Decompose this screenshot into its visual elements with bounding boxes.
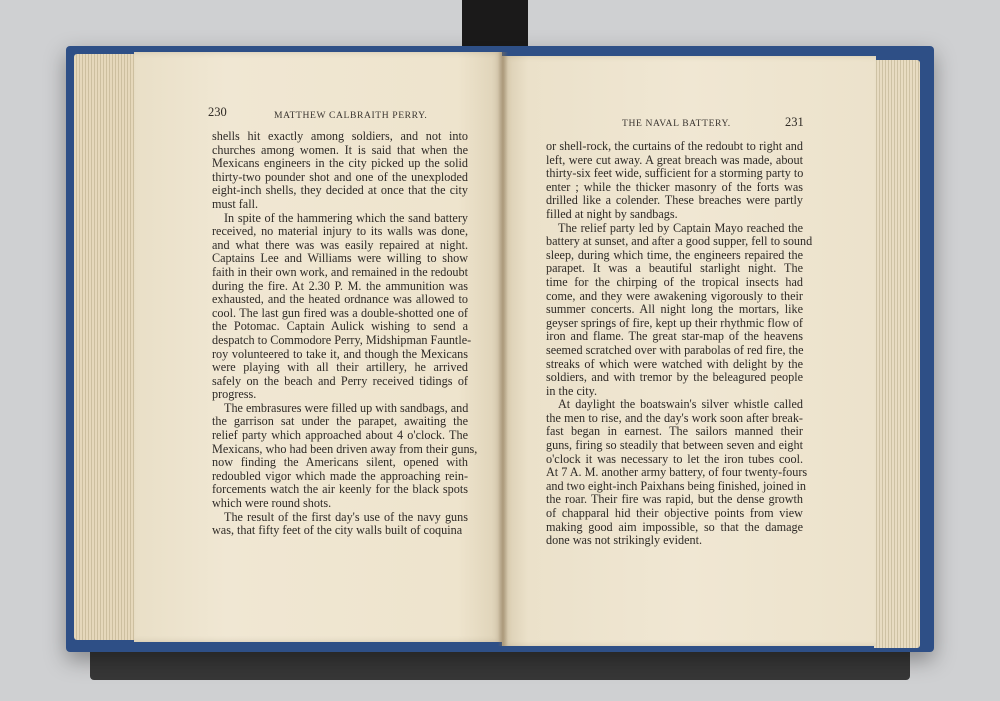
text-line: of chapparal hid their objective points from view [546,506,803,521]
text-line: Mexicans engineers in the city picked up the solid [212,156,468,171]
paragraph [212,400,478,511]
text-line: the roar. Their fire was rapid, but the dense growth [546,492,803,507]
text-line: enter ; while the thicker masonry of the forts was [546,179,803,194]
book-gutter [498,52,508,646]
text-line: must fall. [212,196,259,211]
text-line: forcements watch the air keenly for the black spots [212,482,468,497]
text-line: parapet. It was a beautiful starlight night. The [546,261,803,276]
text-line: now finding the Americans silent, opened with [212,455,468,470]
paragraph [546,220,813,399]
text-line: fast began in earnest. The sailors manned their [546,424,803,439]
text-line: geyser springs of fire, kept up their rhythmic flow of [546,315,803,330]
text-line: faith in their own work, and remained in the redoubt [212,264,468,279]
text-line: eight-inch shells, they decided at once that the city [212,183,468,198]
text-line: The result of the first day's use of the navy guns [224,509,468,524]
text-line: sleep, during which time, the engineers repaired the [546,247,803,262]
running-head-text: MATTHEW CALBRAITH PERRY. [274,110,428,121]
text-line: in the city. [546,383,597,398]
text-line: left, were cut away. A great breach was made, about [546,152,803,167]
text-line: and two eight-inch Paixhans being finished, joined in [546,478,806,493]
text-line: soldiers, and with tremor by the beleagured people [546,370,803,385]
text-line: redoubled vigor which made the approaching rein- [212,468,468,483]
paragraph [212,511,468,538]
body-text [546,139,813,548]
text-line: drilled like a colender. These breaches were partly [546,193,803,208]
text-line: the men to rise, and the day's work soon after break- [546,410,803,425]
page-number: 231 [785,115,804,129]
text-line: relief party which approached about 4 o'clock. The [212,428,468,443]
text-line: summer concerts. All night long the mortars, like [546,302,803,317]
text-line: Captains Lee and Williams were willing to show [212,251,468,266]
text-line: the Potomac. Captain Aulick wishing to send a [212,319,468,334]
text-line: guns, firing so steadily that between seven and eight [546,438,803,453]
text-line: Mexicans, who had been driven away from their guns, [212,441,478,456]
text-line: churches among women. It is said that when the [212,142,468,157]
text-line: and what there was was easily repaired at night. [212,237,468,252]
running-head-text: THE NAVAL BATTERY. [622,118,731,129]
text-line: streaks of which were watched with delight by the [546,356,803,371]
right-page [502,56,876,646]
text-line: seemed scratched over with parabolas of red fire, the [546,342,804,357]
text-line: was, that fifty feet of the city walls built of coquina [212,523,463,538]
text-line: In spite of the hammering which the sand battery [224,210,468,225]
text-line: At daylight the boatswain's silver whistle called [558,397,803,412]
text-line: o'clock it was necessary to let the iron tubes cool. [546,451,803,466]
text-line: At 7 A. M. another army battery, of four twenty-fours [546,465,808,480]
text-line: iron and flame. The great star-map of the heavens [546,329,803,344]
paragraph [212,130,468,212]
paragraph [546,397,808,548]
text-line: making good aim impossible, so that the damage [546,519,803,534]
text-line: the garrison sat under the parapet, awaiting the [212,414,468,429]
text-line: or shell-rock, the curtains of the redoubt to right and [546,139,803,153]
text-line: done was not strikingly evident. [546,533,703,548]
paragraph [212,210,472,402]
text-line: during the fire. At 2.30 P. M. the ammunition was [212,278,468,293]
text-line: The relief party led by Captain Mayo reached the [558,220,803,235]
left-page [134,52,502,642]
text-line: shells hit exactly among soldiers, and not into [212,129,468,143]
page-edges-left [74,54,140,640]
text-line: filled at night by sandbags. [546,206,678,221]
text-line: cool. The last gun fired was a double-shotted one of [212,305,468,320]
page-edges-right [874,60,920,648]
text-line: thirty-six feet wide, sufficient for a storming party to [546,166,804,181]
page-number: 230 [208,105,227,119]
text-line: come, and they were awakening vigorously to their [546,288,803,303]
text-line: progress. [212,387,257,402]
text-line: received, no material injury to its walls was done, [212,224,468,239]
text-line: battery at sunset, and after a good supper, fell to sound [546,234,813,249]
paragraph [546,140,803,222]
text-line: time for the chirping of the tropical insects had [546,274,803,289]
text-line: thirty-two pounder shot and one of the unexploded [212,169,468,184]
running-head [212,108,492,124]
text-line: safely on the beach and Perry received tidings of [212,373,468,388]
text-line: were playing with all their artillery, he arrived [212,360,468,375]
body-text [212,129,478,538]
text-line: exhausted, and the heated ordnance was allowed to [212,292,468,307]
text-line: roy volunteered to take it, and though the Mexicans [212,346,468,361]
text-line: despatch to Commodore Perry, Midshipman Fauntle- [212,332,472,347]
text-line: The embrasures were filled up with sandbags, and [224,400,469,415]
text-line: which were round shots. [212,496,332,511]
